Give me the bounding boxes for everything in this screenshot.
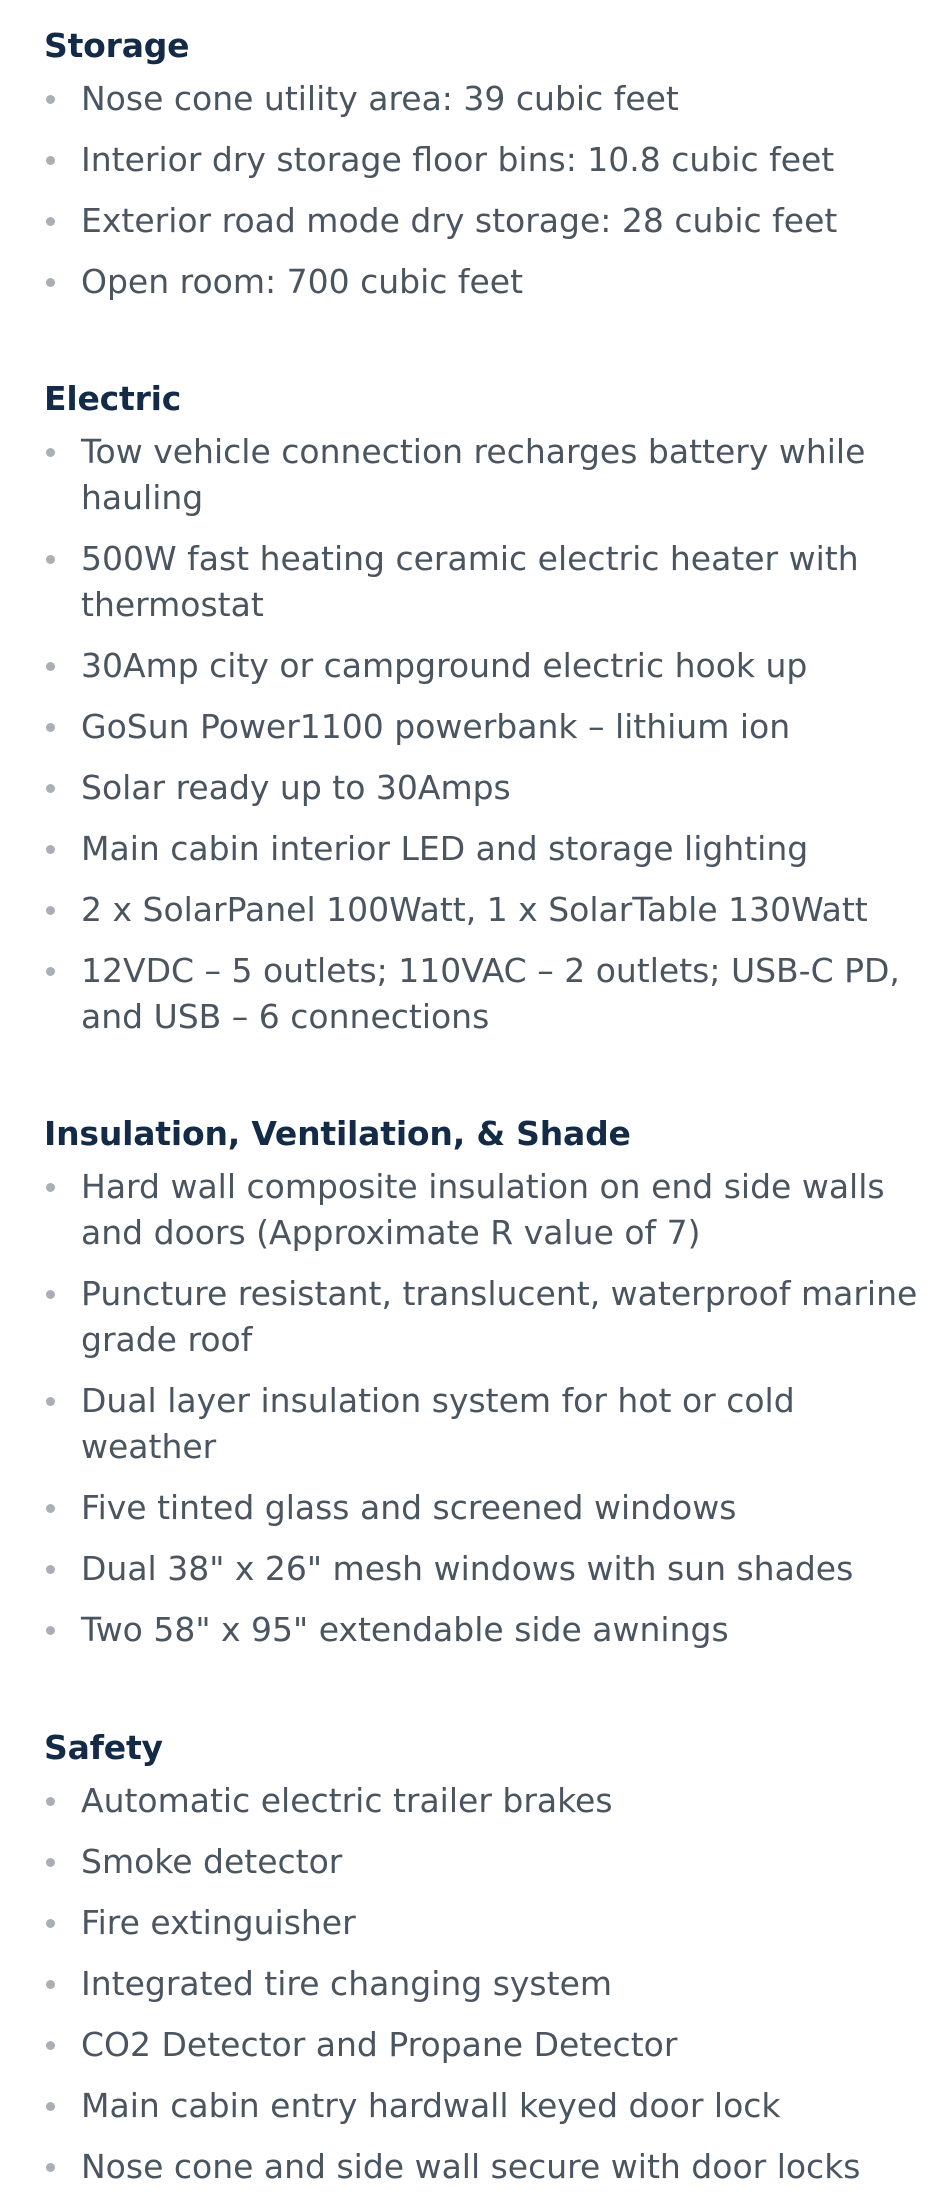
list-item: Puncture resistant, translucent, waterproof marine grade roof <box>44 1271 934 1363</box>
list-item: Dual 38" x 26" mesh windows with sun shades <box>44 1546 934 1592</box>
insulation-section <box>44 1110 934 1668</box>
list-item: Nose cone utility area: 39 cubic feet <box>44 76 934 122</box>
list-item: Smoke detector <box>44 1839 934 1885</box>
bullet-icon <box>46 1504 55 1513</box>
bullet-icon <box>46 967 55 976</box>
list-item: Open room: 700 cubic feet <box>44 259 934 305</box>
bullet-icon <box>46 906 55 915</box>
list-item: Main cabin entry hardwall keyed door lock <box>44 2083 934 2129</box>
bullet-icon <box>46 1397 55 1406</box>
bullet-icon <box>46 1290 55 1299</box>
list-item: CO2 Detector and Propane Detector <box>44 2022 934 2068</box>
bullet-icon <box>46 1797 55 1806</box>
bullet-icon <box>46 1858 55 1867</box>
bullet-icon <box>46 1980 55 1989</box>
list-item: 2 x SolarPanel 100Watt, 1 x SolarTable 130Watt <box>44 887 934 933</box>
list-item: Main cabin interior LED and storage lighting <box>44 826 934 872</box>
bullet-icon <box>46 1565 55 1574</box>
bullet-icon <box>46 845 55 854</box>
bullet-icon <box>46 1919 55 1928</box>
bullet-icon <box>46 95 55 104</box>
list-item: Dual layer insulation system for hot or cold weather <box>44 1378 934 1470</box>
list-item: Fire extinguisher <box>44 1900 934 1946</box>
storage-list <box>44 76 934 305</box>
list-item: GoSun Power1100 powerbank – lithium ion <box>44 704 934 750</box>
list-item: Automatic electric trailer brakes <box>44 1778 934 1824</box>
list-item: Nose cone and side wall secure with door locks <box>44 2144 934 2190</box>
bullet-icon <box>46 662 55 671</box>
list-item: 30Amp city or campground electric hook up <box>44 643 934 689</box>
list-item: 12VDC – 5 outlets; 110VAC – 2 outlets; USB-C PD, and USB – 6 connections <box>44 948 934 1040</box>
electric-section <box>44 375 934 1055</box>
list-item: Exterior road mode dry storage: 28 cubic feet <box>44 198 934 244</box>
bullet-icon <box>46 1626 55 1635</box>
section-title-safety: Safety <box>44 1728 163 1767</box>
bullet-icon <box>46 156 55 165</box>
section-title-electric: Electric <box>44 379 182 418</box>
bullet-icon <box>46 2163 55 2172</box>
storage-section <box>44 22 934 320</box>
insulation-list <box>44 1164 934 1653</box>
bullet-icon <box>46 2041 55 2050</box>
section-title-storage: Storage <box>44 26 190 65</box>
bullet-icon <box>46 448 55 457</box>
bullet-icon <box>46 2102 55 2111</box>
list-item: Hard wall composite insulation on end side walls and doors (Approximate R value of 7) <box>44 1164 934 1256</box>
bullet-icon <box>46 723 55 732</box>
bullet-icon <box>46 278 55 287</box>
bullet-icon <box>46 784 55 793</box>
safety-section <box>44 1724 934 2200</box>
safety-list <box>44 1778 934 2190</box>
list-item: Five tinted glass and screened windows <box>44 1485 934 1531</box>
list-item: Tow vehicle connection recharges battery while hauling <box>44 429 934 521</box>
section-title-insulation: Insulation, Ventilation, & Shade <box>44 1114 631 1153</box>
electric-list <box>44 429 934 1040</box>
list-item: Solar ready up to 30Amps <box>44 765 934 811</box>
bullet-icon <box>46 217 55 226</box>
bullet-icon <box>46 1183 55 1192</box>
list-item: Integrated tire changing system <box>44 1961 934 2007</box>
list-item: Two 58" x 95" extendable side awnings <box>44 1607 934 1653</box>
list-item: Interior dry storage floor bins: 10.8 cubic feet <box>44 137 934 183</box>
list-item: 500W fast heating ceramic electric heater with thermostat <box>44 536 934 628</box>
bullet-icon <box>46 555 55 564</box>
